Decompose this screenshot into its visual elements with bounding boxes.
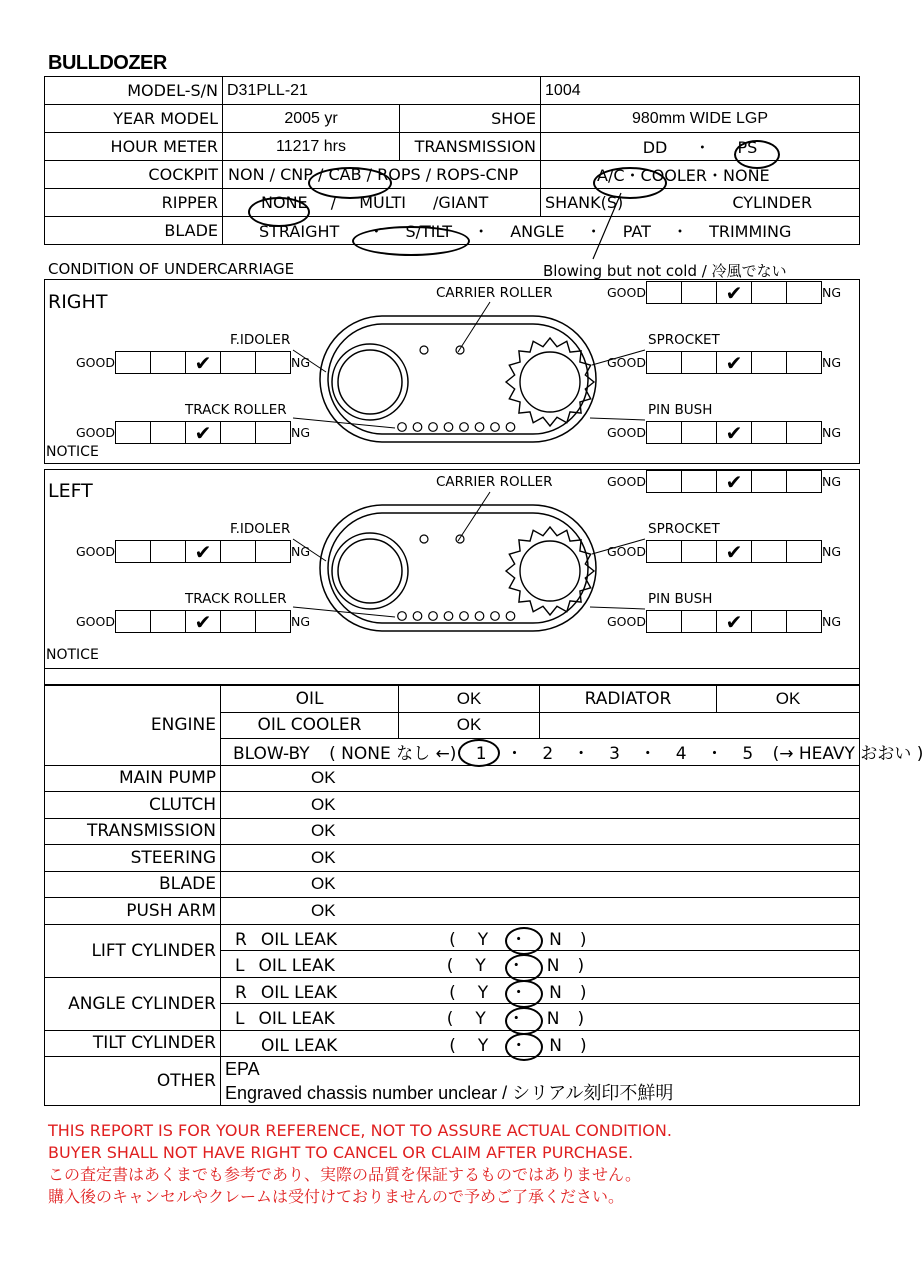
paren-close: ) (579, 982, 587, 1003)
ripper-none: NONE (261, 193, 308, 212)
paren-open: ( (446, 956, 454, 977)
yes-option: Y (477, 1035, 489, 1056)
left-pin-bush-rating (607, 610, 841, 633)
shoe-label: SHOE (400, 105, 541, 133)
left-side-label: LEFT (48, 480, 93, 502)
ng-label: NG (822, 614, 842, 629)
no-option: N (549, 982, 562, 1003)
blade-stilt: S/TILT (405, 222, 452, 241)
year-value: 2005 yr (223, 105, 400, 133)
oil-cooler-value: OK (399, 712, 540, 739)
separator: ・ (507, 956, 525, 977)
rating-box-2[interactable] (682, 611, 717, 632)
separator: ・ (585, 222, 602, 241)
left-carrier-roller-rating (607, 470, 841, 493)
yes-option: Y (477, 982, 489, 1003)
separator: ・ (694, 138, 711, 157)
left-fidoler-rating (76, 540, 310, 563)
ng-label: NG (822, 544, 842, 559)
oil-leak-label: OIL LEAK (260, 982, 338, 1003)
ripper-multi: MULTI (359, 193, 406, 212)
selected-n-mark (505, 927, 543, 955)
year-label: YEAR MODEL (45, 105, 223, 133)
separator: ・ (639, 744, 657, 765)
ng-label: NG (822, 425, 842, 440)
empty-cell (540, 712, 860, 739)
right-sprocket-label: SPROCKET (648, 332, 720, 348)
good-label: GOOD (607, 355, 646, 370)
separator: ・ (507, 1009, 525, 1030)
rating-box-1[interactable] (647, 541, 682, 562)
rating-box-5[interactable] (256, 611, 290, 632)
right-pin-bush-label: PIN BUSH (648, 402, 713, 418)
oil-value: OK (399, 686, 540, 713)
rating-box-3[interactable]: ✔ (717, 282, 752, 303)
rating-box-3[interactable]: ✔ (186, 611, 221, 632)
lift-cylinder-label: LIFT CYLINDER (45, 924, 221, 977)
disclaimer (48, 1120, 672, 1208)
rating-box-3[interactable]: ✔ (186, 541, 221, 562)
right-carrier-roller-rating (607, 281, 841, 304)
main-pump-label: MAIN PUMP (45, 765, 221, 792)
paren-close: ) (579, 929, 587, 950)
clutch-label: CLUTCH (45, 792, 221, 819)
separator: ・ (671, 222, 688, 241)
serial-value: 1004 (541, 77, 860, 105)
rating-boxes (646, 421, 822, 444)
other-value (221, 1057, 860, 1106)
paren-open: ( (449, 929, 456, 950)
right-fidoler-rating (76, 351, 310, 374)
rating-box-1[interactable] (116, 352, 151, 373)
rating-box-5[interactable] (256, 422, 290, 443)
cockpit-options: NON / CNP / CAB / ROPS / ROPS-CNP (223, 161, 541, 189)
rating-box-4[interactable] (752, 422, 787, 443)
rating-box-3[interactable]: ✔ (717, 422, 752, 443)
separator: ・ (506, 744, 524, 765)
rating-box-5[interactable] (787, 471, 821, 492)
ng-label: NG (291, 355, 311, 370)
oil-leak-label: OIL LEAK (260, 929, 338, 950)
clutch-value: OK (221, 792, 860, 819)
rating-box-2[interactable] (682, 352, 717, 373)
rating-boxes (115, 421, 291, 444)
good-label: GOOD (607, 544, 646, 559)
ng-label: NG (291, 544, 311, 559)
rating-box-2[interactable] (682, 471, 717, 492)
rating-box-3[interactable]: ✔ (186, 422, 221, 443)
separator: ・ (572, 744, 590, 765)
rating-box-4[interactable] (221, 541, 256, 562)
cylinder-label: CYLINDER (732, 193, 813, 212)
left-pin-bush-label: PIN BUSH (648, 591, 713, 607)
no-option: N (549, 1035, 563, 1056)
blade-angle: ANGLE (510, 222, 565, 241)
good-label: GOOD (76, 544, 115, 559)
left-sprocket-label: SPROCKET (648, 521, 720, 537)
rating-box-5[interactable] (787, 422, 821, 443)
rating-box-3[interactable]: ✔ (717, 611, 752, 632)
side-label: L (235, 1009, 245, 1030)
oil-cooler-label: OIL COOLER (221, 712, 399, 739)
good-label: GOOD (76, 355, 115, 370)
rating-box-5[interactable] (787, 352, 821, 373)
main-pump-value: OK (221, 765, 860, 792)
right-pin-bush-rating (607, 421, 841, 444)
rating-box-2[interactable] (151, 422, 186, 443)
blowby-none: ( NONE なし ←) (329, 744, 457, 765)
rating-boxes (115, 610, 291, 633)
inspection-table (44, 685, 923, 1106)
rating-box-4[interactable] (752, 282, 787, 303)
other-line-2: Engraved chassis number unclear / シリアル刻印不鮮明 (225, 1083, 674, 1103)
blowby-2: 2 (542, 744, 554, 765)
right-sprocket-rating (607, 351, 841, 374)
right-side-label: RIGHT (48, 291, 108, 313)
rating-boxes (646, 470, 822, 493)
oil-label: OIL (221, 686, 399, 713)
radiator-value: OK (717, 686, 860, 713)
tilt-cylinder-label: TILT CYLINDER (45, 1030, 221, 1057)
other-line-1: EPA (225, 1059, 260, 1079)
rating-box-5[interactable] (256, 352, 290, 373)
rating-box-3[interactable]: ✔ (717, 541, 752, 562)
separator: ・ (473, 222, 490, 241)
oil-leak-label: OIL LEAK (258, 956, 335, 977)
disclaimer-line: BUYER SHALL NOT HAVE RIGHT TO CANCEL OR CLAIM AFTER PURCHASE. (48, 1143, 634, 1162)
rating-box-1[interactable] (647, 422, 682, 443)
rating-box-4[interactable] (752, 541, 787, 562)
hour-meter-value: 11217 hrs (223, 133, 400, 161)
rating-box-2[interactable] (682, 422, 717, 443)
transmission-dd: DD (642, 138, 668, 157)
blowby-row (221, 739, 923, 766)
rating-box-3[interactable]: ✔ (717, 471, 752, 492)
disclaimer-line: THIS REPORT IS FOR YOUR REFERENCE, NOT TO ASSURE ACTUAL CONDITION. (48, 1121, 672, 1140)
rating-box-2[interactable] (151, 611, 186, 632)
ng-label: NG (822, 355, 842, 370)
rating-box-1[interactable] (116, 611, 151, 632)
rating-box-1[interactable] (647, 352, 682, 373)
left-carrier-roller-label: CARRIER ROLLER (436, 474, 553, 490)
separator: ・ (510, 982, 528, 1003)
engine-label: ENGINE (45, 686, 221, 766)
blowby-4: 4 (675, 744, 687, 765)
rating-box-5[interactable] (256, 541, 290, 562)
blade-pat: PAT (622, 222, 651, 241)
hour-meter-label: HOUR METER (45, 133, 223, 161)
blade-label: BLADE (45, 217, 223, 245)
rating-box-3[interactable]: ✔ (717, 352, 752, 373)
ng-label: NG (291, 425, 311, 440)
other-label: OTHER (45, 1057, 221, 1106)
selected-blowby-mark (458, 739, 500, 767)
blade-straight: STRAIGHT (259, 222, 340, 241)
ripper-label: RIPPER (45, 189, 223, 217)
no-option: N (549, 929, 562, 950)
right-notice-label: NOTICE (46, 444, 99, 460)
rating-box-4[interactable] (752, 471, 787, 492)
transmission-label: TRANSMISSION (400, 133, 541, 161)
transmission-ps: PS (737, 138, 758, 157)
blowby-3: 3 (609, 744, 620, 765)
rating-boxes (646, 351, 822, 374)
side-label: L (235, 956, 245, 977)
blowby-heavy: (→ HEAVY おおい ) (772, 744, 923, 765)
right-track-roller-rating (76, 421, 310, 444)
angle-cylinder-label: ANGLE CYLINDER (45, 977, 221, 1030)
side-label: R (235, 929, 247, 950)
rating-box-5[interactable] (787, 541, 821, 562)
steering-value: OK (221, 845, 860, 872)
shoe-value: 980mm WIDE LGP (541, 105, 860, 133)
right-fidoler-label: F.IDOLER (230, 332, 291, 348)
rating-box-1[interactable] (116, 541, 151, 562)
model-value: D31PLL-21 (223, 77, 541, 105)
ripper-giant: /GIANT (433, 193, 489, 212)
paren-open: ( (446, 1009, 454, 1030)
push-arm-label: PUSH ARM (45, 898, 221, 925)
rating-boxes (646, 540, 822, 563)
left-sprocket-rating (607, 540, 841, 563)
rating-box-1[interactable] (647, 611, 682, 632)
rating-boxes (646, 610, 822, 633)
rating-box-3[interactable]: ✔ (186, 352, 221, 373)
rating-box-2[interactable] (682, 282, 717, 303)
separator: / (330, 193, 337, 212)
blade-trimming: TRIMMING (709, 222, 792, 241)
good-label: GOOD (607, 614, 646, 629)
rating-box-4[interactable] (221, 422, 256, 443)
oil-leak-label: OIL LEAK (258, 1009, 335, 1030)
paren-open: ( (449, 982, 456, 1003)
cockpit-label: COCKPIT (45, 161, 223, 189)
left-track-roller-rating (76, 610, 310, 633)
disclaimer-line: この査定書はあくまでも参考であり、実際の品質を保証するものではありません。 (48, 1165, 641, 1184)
transmission-check-label: TRANSMISSION (45, 818, 221, 845)
right-carrier-roller-label: CARRIER ROLLER (436, 285, 553, 301)
paren-open: ( (449, 1035, 456, 1056)
paren-close: ) (577, 1009, 585, 1030)
side-label: R (235, 982, 247, 1003)
left-notice-label: NOTICE (46, 647, 99, 663)
rating-box-1[interactable] (647, 282, 682, 303)
selected-n-mark (505, 1007, 543, 1035)
good-label: GOOD (607, 285, 646, 300)
rating-box-1[interactable] (116, 422, 151, 443)
rating-box-2[interactable] (682, 541, 717, 562)
ng-label: NG (291, 614, 311, 629)
blowby-1: 1 (475, 744, 487, 765)
aircon-options: A/C・COOLER・NONE (541, 161, 860, 189)
yes-option: Y (475, 956, 486, 977)
blowby-label: BLOW-BY (233, 744, 310, 765)
right-track-roller-label: TRACK ROLLER (185, 402, 287, 418)
rating-boxes (115, 351, 291, 374)
separator: ・ (510, 1035, 528, 1056)
disclaimer-line: 購入後のキャンセルやクレームは受付けておりませんので予めご了承ください。 (48, 1187, 625, 1206)
rating-box-4[interactable] (221, 352, 256, 373)
document-title: BULLDOZER (48, 52, 167, 74)
selected-n-mark (505, 954, 543, 982)
rating-boxes (646, 281, 822, 304)
selected-n-mark (505, 1033, 543, 1061)
left-fidoler-label: F.IDOLER (230, 521, 291, 537)
ac-note: Blowing but not cold / 冷風でない (543, 262, 787, 280)
steering-label: STEERING (45, 845, 221, 872)
good-label: GOOD (607, 474, 646, 489)
radiator-label: RADIATOR (540, 686, 717, 713)
model-sn-label: MODEL-S/N (45, 77, 223, 105)
separator: ・ (368, 222, 385, 241)
paren-close: ) (580, 1035, 587, 1056)
rating-box-4[interactable] (752, 352, 787, 373)
ng-label: NG (822, 474, 842, 489)
blade-check-label: BLADE (45, 871, 221, 898)
no-option: N (546, 956, 560, 977)
rating-box-5[interactable] (787, 611, 821, 632)
yes-option: Y (475, 1009, 486, 1030)
push-arm-value: OK (221, 898, 860, 925)
rating-box-4[interactable] (221, 611, 256, 632)
rating-box-2[interactable] (151, 541, 186, 562)
rating-box-2[interactable] (151, 352, 186, 373)
separator: ・ (510, 929, 528, 950)
paren-close: ) (577, 956, 585, 977)
blowby-5: 5 (742, 744, 754, 765)
shank-label: SHANK(S) (545, 193, 624, 212)
left-track-roller-label: TRACK ROLLER (185, 591, 287, 607)
ng-label: NG (822, 285, 842, 300)
undercarriage-title: CONDITION OF UNDERCARRIAGE (48, 260, 295, 278)
good-label: GOOD (76, 425, 115, 440)
rating-box-4[interactable] (752, 611, 787, 632)
rating-box-1[interactable] (647, 471, 682, 492)
blade-check-value: OK (221, 871, 860, 898)
oil-leak-label: OIL LEAK (261, 1035, 338, 1056)
no-option: N (546, 1009, 560, 1030)
selected-n-mark (505, 980, 543, 1008)
rating-boxes (115, 540, 291, 563)
good-label: GOOD (76, 614, 115, 629)
good-label: GOOD (607, 425, 646, 440)
yes-option: Y (477, 929, 489, 950)
rating-box-5[interactable] (787, 282, 821, 303)
transmission-check-value: OK (221, 818, 860, 845)
separator: ・ (705, 744, 723, 765)
